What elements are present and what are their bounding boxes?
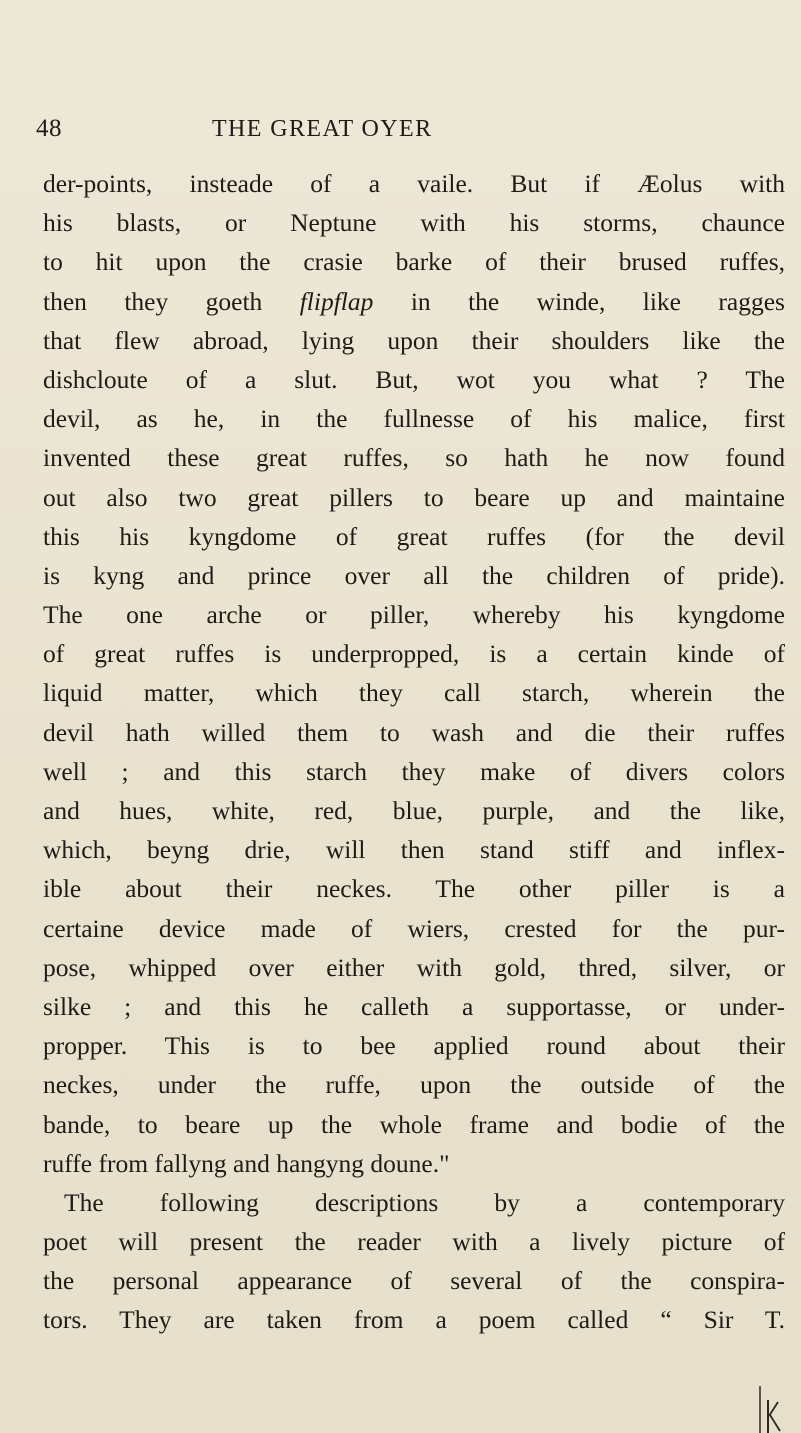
text-line: devil hath willed them to wash and die their ruffes [43, 717, 785, 747]
text-line: The following descriptions by a contemporary [64, 1187, 785, 1217]
text-segment: in the winde, like ragges [373, 286, 785, 316]
text-line: propper. This is to bee applied round about their [43, 1031, 785, 1061]
text-line: this his kyngdome of great ruffes (for the devil [43, 521, 785, 551]
text-line: The one arche or piller, whereby his kyngdome [43, 600, 785, 630]
text-line: is kyng and prince over all the children of pride). [43, 560, 785, 590]
text-line: bande, to beare up the whole frame and bodie of the [43, 1109, 785, 1139]
text-line: that flew abroad, lying upon their shoulders like the [43, 325, 785, 355]
text-line: his blasts, or Neptune with his storms, chaunce [43, 208, 785, 238]
text-line: and hues, white, red, blue, purple, and the like, [43, 796, 785, 825]
text-line: invented these great ruffes, so hath he now found [43, 443, 785, 473]
text-line: of great ruffes is underpropped, is a certain kinde of [43, 639, 785, 669]
page-edge-mark [754, 1386, 794, 1433]
text-line: certaine device made of wiers, crested for the pur- [43, 913, 785, 943]
text-line: ible about their neckes. The other piller is a [43, 874, 785, 904]
text-line: liquid matter, which they call starch, wherein the [43, 678, 785, 708]
text-line: pose, whipped over either with gold, thred, silver, or [43, 952, 785, 982]
text-line: dishcloute of a slut. But, wot you what ? The [43, 364, 785, 394]
text-line: ruffe from fallyng and hangyng doune." [43, 1148, 450, 1178]
text-segment: then they goeth [43, 286, 300, 316]
text-line: tors. They are taken from a poem called “ Sir T. [43, 1305, 785, 1335]
text-line: der-points, insteade of a vaile. But if Æolus with [43, 169, 785, 198]
text-line: the personal appearance of several of the conspira- [43, 1266, 785, 1296]
body-text [43, 164, 785, 1340]
italic-word: flipflap [299, 286, 374, 316]
text-line: devil, as he, in the fullnesse of his malice, first [43, 404, 785, 434]
text-line: poet will present the reader with a lively picture of [43, 1227, 785, 1257]
text-line: well ; and this starch they make of divers colors [43, 756, 785, 786]
text-line: to hit upon the crasie barke of their brused ruffes, [43, 247, 785, 277]
running-head [36, 112, 736, 146]
text-line: neckes, under the ruffe, upon the outside of the [43, 1070, 785, 1100]
page-number: 48 [36, 115, 62, 142]
text-line [43, 282, 785, 321]
text-line: which, beyng drie, will then stand stiff and inflex- [43, 835, 785, 865]
running-title: THE GREAT OYER [212, 116, 433, 142]
text-line: out also two great pillers to beare up and maintaine [43, 482, 785, 512]
text-line: silke ; and this he calleth a supportasse, or under- [43, 991, 785, 1021]
